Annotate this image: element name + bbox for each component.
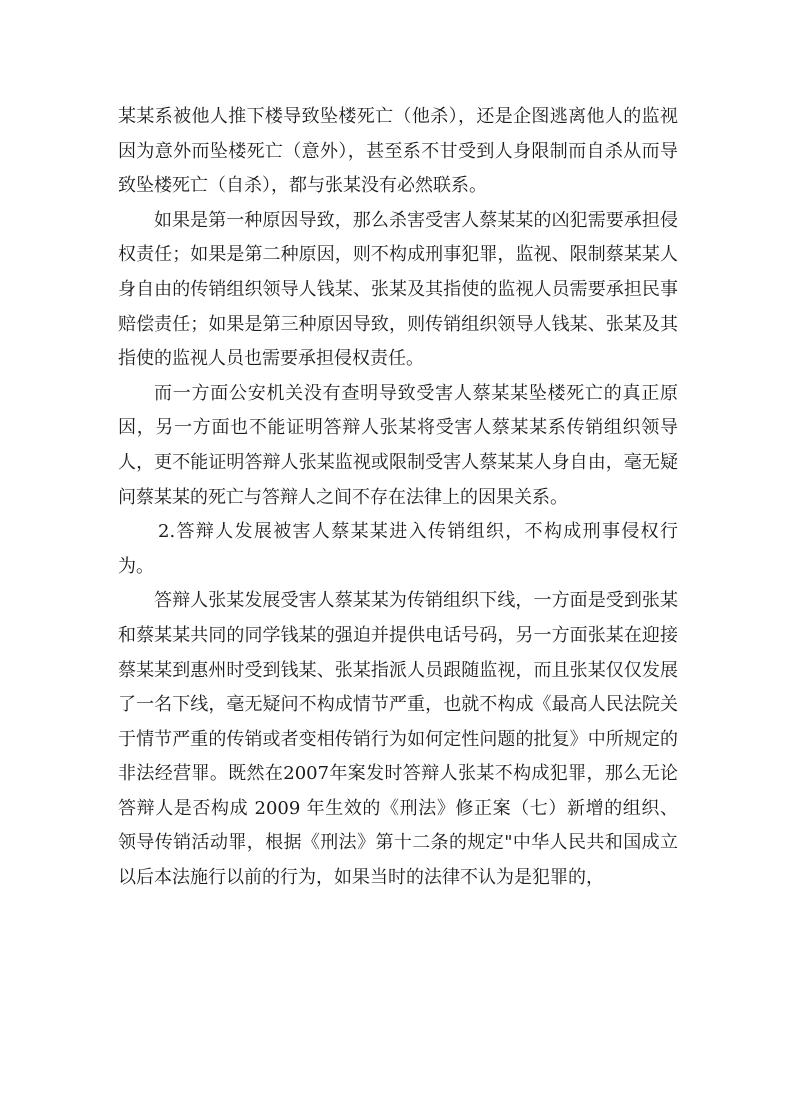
paragraph-causation: 而一方面公安机关没有查明导致受害人蔡某某坠楼死亡的真正原因，另一方面也不能证明答辩人张某将受害人蔡某某系传销组织领导人，更不能证明答辩人张某监视或限制受害人蔡某某人身自由，毫无疑问蔡某某的死亡与答辩人之间不存在法律上的因果关系。 xyxy=(118,382,678,508)
body-text xyxy=(118,100,678,896)
paragraph-causes: 如果是第一种原因导致，那么杀害受害人蔡某某的凶犯需要承担侵权责任；如果是第二种原因，则不构成刑事犯罪，监视、限制蔡某某人身自由的传销组织领导人钱某、张某及其指使的监视人员需要承担民事赔偿责任；如果是第三种原因导致，则传销组织领导人钱某、张某及其指使的监视人员也需要承担侵权责任。 xyxy=(118,209,678,370)
paragraph-continuation: 某某系被他人推下楼导致坠楼死亡（他杀），还是企图逃离他人的监视因为意外而坠楼死亡（意外），甚至系不甘受到人身限制而自杀从而导致坠楼死亡（自杀），都与张某没有必然联系。 xyxy=(118,106,678,197)
paragraph-recruitment: 答辩人张某发展受害人蔡某某为传销组织下线，一方面是受到张某和蔡某某共同的同学钱某的强迫并提供电话号码，另一方面张某在迎接蔡某某到惠州时受到钱某、张某指派人员跟随监视，而且张某仅仅发展了一名下线，毫无疑问不构成情节严重，也就不构成《最高人民法院关于情节严重的传销或者变相传销行为如何定性问题的批复》中所规定的非法经营罪。既然在2007年案发时答辩人张某不构成犯罪，那么无论答辩人是否构成 2009 年生效的《刑法》修正案（七）新增的组织、领导传销活动罪，根据《刑法》第十二条的规定"中华人民共和国成立以后本法施行以前的行为，如果当时的法律不认为是犯罪的， xyxy=(118,590,678,889)
section-heading: 2.答辩人发展被害人蔡某某进入传销组织，不构成刑事侵权行为。 xyxy=(118,521,678,577)
